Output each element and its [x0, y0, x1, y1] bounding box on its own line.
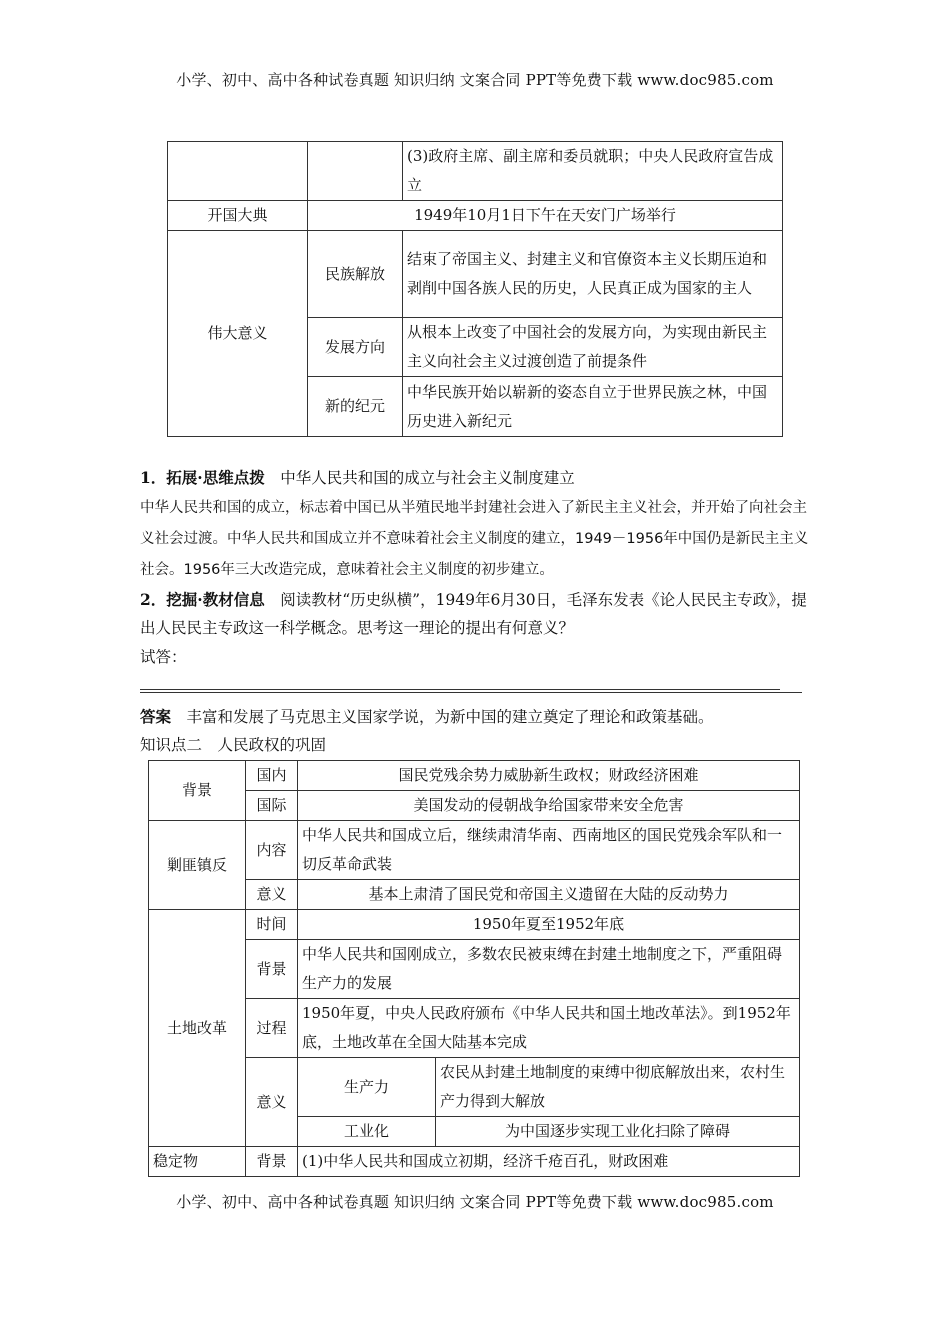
page-header: 小学、初中、高中各种试卷真题 知识归纳 文案合同 PPT等免费下载 www.doc985.com: [176, 71, 774, 89]
section1-title: 拓展·思维点拨: [166, 468, 265, 487]
knowledge2-title: 知识点二 人民政权的巩固: [140, 736, 327, 754]
background-label: 背景: [149, 761, 246, 821]
row-label: 发展方向: [308, 318, 403, 377]
time-label: 时间: [246, 910, 298, 940]
land-label: 土地改革: [149, 910, 246, 1147]
row-label: 新的纪元: [308, 377, 403, 437]
section1-num: 1．: [140, 468, 167, 487]
significance-label: 伟大意义: [168, 231, 308, 437]
section1-heading: [140, 464, 810, 492]
try-answer-row: [140, 643, 810, 699]
consolidation-table: [148, 760, 800, 1177]
try-label: 试答：: [140, 648, 187, 666]
section1-subtitle: 中华人民共和国的成立与社会主义制度建立: [280, 469, 575, 487]
industry-label: 工业化: [298, 1117, 436, 1147]
meaning-label: 意义: [246, 880, 298, 910]
intl-text: 美国发动的侵朝战争给国家带来安全危害: [298, 791, 800, 821]
productivity-text: 农民从封建土地制度的束缚中彻底解放出来，农村生产力得到大解放: [436, 1058, 800, 1117]
answer-row: [140, 703, 810, 731]
process-text: 1950年夏，中央人民政府颁布《中华人民共和国土地改革法》。到1952年底，土地改革在全国大陆基本完成: [298, 999, 800, 1058]
land-bg-label: 背景: [246, 940, 298, 999]
domestic-text: 国民党残余势力威胁新生政权；财政经济困难: [298, 761, 800, 791]
prices-label: 稳定物: [149, 1147, 246, 1177]
section2-title: 挖掘·教材信息: [166, 590, 265, 609]
cell-row0-text: (3)政府主席、副主席和委员就职；中央人民政府宣告成立: [403, 142, 783, 201]
domestic-label: 国内: [246, 761, 298, 791]
section1-body: 中华人民共和国的成立，标志着中国已从半殖民地半封建社会进入了新民主主义社会，并开始了向社会主义社会过渡。中华人民共和国成立并不意味着社会主义制度的建立，1949－1956年中国仍是新民主主义社会。1956年三大改造完成，意味着社会主义制度的初步建立。: [140, 500, 809, 578]
section2-body: 阅读教材“历史纵横”，1949年6月30日，毛泽东发表《论人民民主专政》，提出人民民主专政这一科学概念。思考这一理论的提出有何意义？: [140, 591, 807, 637]
empty-cell: [168, 142, 308, 201]
land-bg-text: 中华人民共和国刚成立，多数农民被束缚在封建土地制度之下，严重阻碍生产力的发展: [298, 940, 800, 999]
productivity-label: 生产力: [298, 1058, 436, 1117]
answer-line[interactable]: [140, 673, 780, 690]
page-footer: 小学、初中、高中各种试卷真题 知识归纳 文案合同 PPT等免费下载 www.doc985.com: [176, 1193, 774, 1211]
founding-table: [167, 141, 783, 437]
intl-label: 国际: [246, 791, 298, 821]
row-text: 结束了帝国主义、封建主义和官僚资本主义长期压迫和剥削中国各族人民的历史，人民真正成为国家的主人: [403, 231, 783, 318]
row-text: 中华民族开始以崭新的姿态自立于世界民族之林，中国历史进入新纪元: [403, 377, 783, 437]
ceremony-label: 开国大典: [168, 201, 308, 231]
content-label: 内容: [246, 821, 298, 880]
ceremony-text: 1949年10月1日下午在天安门广场举行: [308, 201, 783, 231]
prices-bg-text: (1)中华人民共和国成立初期，经济千疮百孔，财政困难: [298, 1147, 800, 1177]
bandits-label: 剿匪镇反: [149, 821, 246, 910]
answer-line-2[interactable]: [140, 692, 802, 693]
industry-text: 为中国逐步实现工业化扫除了障碍: [436, 1117, 800, 1147]
section2-num: 2．: [140, 590, 167, 609]
answer-label: 答案: [140, 707, 172, 726]
row-text: 从根本上改变了中国社会的发展方向，为实现由新民主主义向社会主义过渡创造了前提条件: [403, 318, 783, 377]
answer-text: 丰富和发展了马克思主义国家学说，为新中国的建立奠定了理论和政策基础。: [186, 708, 714, 726]
row-label: 民族解放: [308, 231, 403, 318]
process-label: 过程: [246, 999, 298, 1058]
section2: [140, 586, 810, 642]
content-text: 中华人民共和国成立后，继续肃清华南、西南地区的国民党残余军队和一切反革命武装: [298, 821, 800, 880]
land-meaning-label: 意义: [246, 1058, 298, 1147]
time-text: 1950年夏至1952年底: [298, 910, 800, 940]
meaning-text: 基本上肃清了国民党和帝国主义遗留在大陆的反动势力: [298, 880, 800, 910]
prices-bg-label: 背景: [246, 1147, 298, 1177]
empty-cell: [308, 142, 403, 201]
